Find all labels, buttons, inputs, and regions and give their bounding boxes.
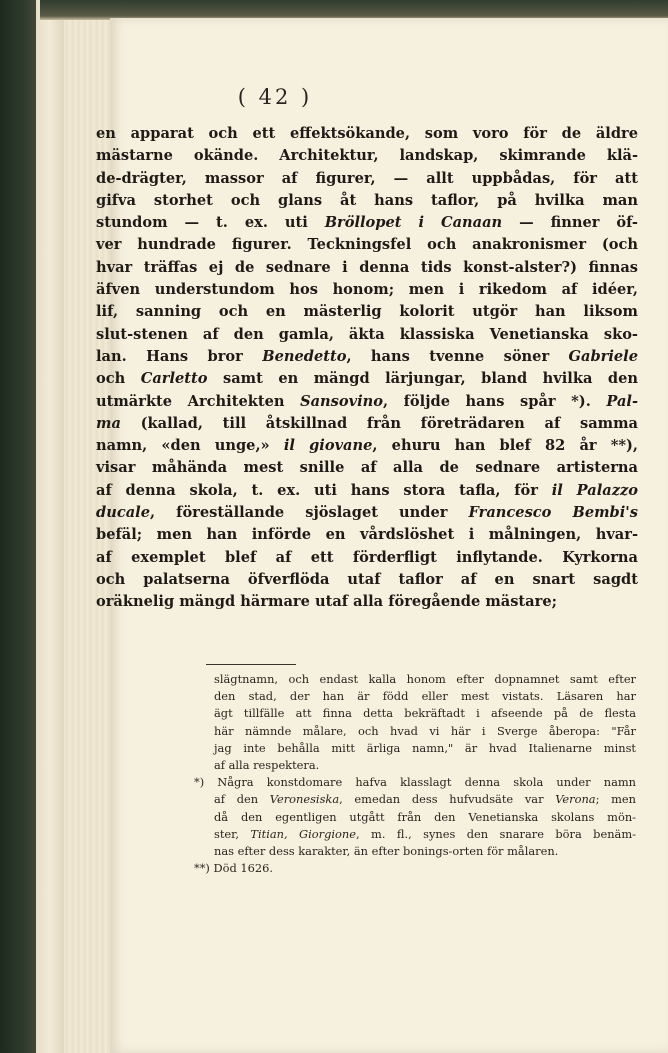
footnote-line [214,826,636,843]
text-segment: gifva storhet och glans åt hans taflor, på hvilka man [96,191,638,209]
text-segment: af den [214,792,270,807]
text-segment: lan. Hans bror [96,347,263,365]
text-line [96,569,638,591]
text-segment: , föreställande sjöslaget under [150,504,469,522]
text-line [96,168,638,190]
text-segment: här nämnde målare, och hvad vi här i Sverge åberopa: "Får [214,723,636,738]
text-line [96,301,638,323]
text-segment: hvar träffas ej de sednare i denna tids konst-alster?) finnas [96,258,638,276]
text-line [96,257,638,279]
text-segment: ster, [214,826,251,841]
footnotes [194,671,636,877]
text-line [96,457,638,479]
italic-text: ma [96,414,121,432]
footnote-line [214,688,636,705]
text-segment: namn, «den unge,» [96,437,284,455]
text-line [96,324,638,346]
text-line [96,524,638,546]
text-segment: den stad, der han är född eller mest vistats. Läsaren har [214,689,636,704]
italic-text: Pal- [606,392,638,410]
italic-text: Gabriele [568,347,639,365]
text-segment: lif, sanning och en mästerlig kolorit utgör han liksom [96,303,638,321]
text-segment: befäl; men han införde en vårdslöshet i målningen, hvar- [96,526,638,544]
text-segment: och palatserna öfverflöda utaf taflor af en snart sagdt [96,570,638,588]
italic-text: Verona [555,792,596,807]
italic-text: il giovane [283,437,373,455]
text-line [96,480,638,502]
main-text [96,123,638,614]
text-segment: ägt tillfälle att finna detta bekräftadt i afseende på de flesta [214,706,636,721]
text-segment: , hans tvenne söner [346,347,569,365]
footnote-line [214,671,636,688]
text-segment: stundom — t. ex. uti [96,214,325,232]
text-segment: af denna skola, t. ex. uti hans stora tafla, för [96,481,552,499]
text-line [96,435,638,457]
text-segment: och [96,370,141,388]
text-line [96,413,638,435]
italic-text: Sansovino [300,392,383,410]
text-line [96,190,638,212]
footnote-line [214,705,636,722]
book-top-edge [40,0,668,20]
footnote-rule [206,664,296,665]
italic-text: ducale [96,504,150,522]
text-line [96,212,638,234]
text-segment: äfven understundom hos honom; men i rikedom af idéer, [96,281,638,299]
text-segment: af exemplet blef af ett förderfligt inflytande. Kyrkorna [96,548,638,566]
italic-text: Benedetto [262,347,347,365]
text-segment: samt en mängd lärjungar, bland hvilka den [207,370,639,388]
text-segment: de-drägter, massor af figurer, — allt uppbådas, för att [96,169,638,187]
text-segment: **) Död 1626. [194,861,273,876]
text-segment: , följde hans spår *). [383,392,607,410]
footnote-line [214,757,636,774]
footnote-line [214,723,636,740]
italic-text: Francesco Bembi's [468,504,638,522]
text-segment: af alla respektera. [214,757,320,772]
text-segment: jag inte behålla mitt ärliga namn," är hvad Italienarne minst [214,740,636,755]
text-line [96,502,638,524]
italic-text: Titian, Giorgione [250,826,356,841]
text-segment: *) Några konstdomare hafva klasslagt denna skola under namn [194,775,636,790]
text-segment: nas efter dess karakter, än efter bonings-orten för målaren. [214,843,559,858]
italic-text: Carletto [140,370,208,388]
text-segment: — finner öf- [502,214,638,232]
text-segment: (kallad, till åtskillnad från företrädaren af samma [120,414,638,432]
text-segment: slägtnamn, och endast kalla honom efter dopnamnet samt efter [214,672,636,686]
footnote-line [194,774,636,791]
text-line [96,123,638,145]
footnote-line [214,843,636,860]
text-line [96,547,638,569]
italic-text: Veronesiska [269,792,340,807]
italic-text: Bröllopet i Canaan [324,214,503,232]
text-segment: utmärkte Architekten [96,392,301,410]
text-segment: , m. fl., synes den snarare böra benäm- [355,826,636,841]
text-segment: slut-stenen af den gamla, äkta klassiska Venetianska sko- [96,325,638,343]
text-segment: , ehuru han blef 82 år **), [372,437,639,455]
text-segment: då den egentligen utgått från den Venetianska skolans mön- [214,809,636,824]
text-segment: visar måhända mest snille af alla de sednare artisterna [96,459,638,477]
page-number: ( 42 ) [237,85,313,109]
text-line [96,145,638,167]
footnote-line [194,860,636,877]
footnote-line [214,791,636,808]
text-line [96,346,638,368]
text-line [96,391,638,413]
text-segment: ver hundrade figurer. Teckningsfel och anakronismer (och [96,236,638,254]
text-segment: ; men [595,792,636,807]
footnote-line [214,740,636,757]
italic-text: il Palazzo [551,481,638,499]
text-segment: mästarne okände. Architektur, landskap, skimrande klä- [96,147,638,165]
text-segment: oräknelig mängd härmare utaf alla föregående mästare; [96,593,557,611]
text-line [96,368,638,390]
text-segment: en apparat och ett effektsökande, som voro för de äldre [96,125,638,142]
text-line [96,234,638,256]
text-segment: , emedan dess hufvudsäte var [339,792,556,807]
text-line [96,591,638,613]
footnote-line [214,809,636,826]
text-line [96,279,638,301]
book-cover-edge [0,0,40,1053]
